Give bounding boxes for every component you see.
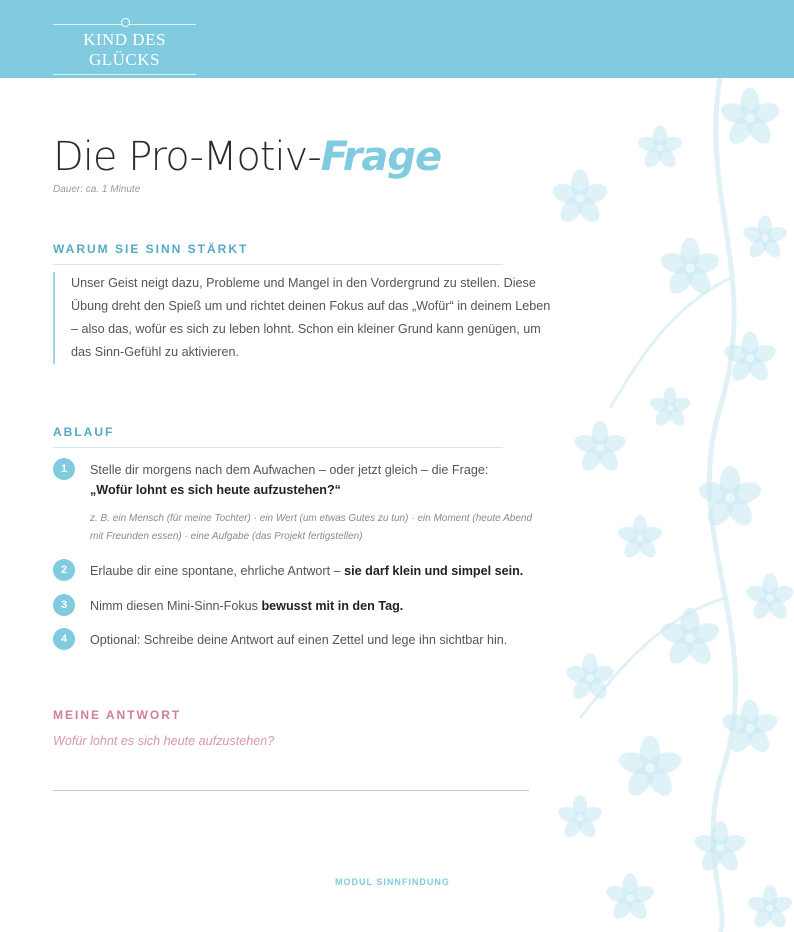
step-number-badge: 2: [53, 559, 75, 581]
step-1-question: „Wofür lohnt es sich heute aufzustehen?“: [90, 483, 341, 497]
step-1-text: Stelle dir morgens nach dem Aufwachen – oder jetzt gleich – die Frage:: [90, 463, 489, 477]
why-quote: Unser Geist neigt dazu, Probleme und Mangel in den Vordergrund zu stellen. Diese Übung dreht den Spieß um und richtet deinen Fokus auf das „Wofür“ in deinem Leben – also das, wofür es sich zu leben lohnt. Schon ein kleiner Grund kann genügen, um das Sinn-Gefühl zu aktivieren.: [53, 272, 551, 364]
floral-background-decoration: [520, 78, 794, 932]
step-3-emphasis: bewusst mit in den Tag.: [261, 599, 404, 613]
step-text: [90, 630, 540, 650]
logo-text: KIND DES GLÜCKS: [83, 30, 166, 69]
answer-heading: MEINE ANTWORT: [53, 708, 182, 722]
step-4-text: Optional: Schreibe deine Antwort auf einen Zettel und lege ihn sichtbar hin.: [90, 633, 508, 647]
step-number-badge: 1: [53, 458, 75, 480]
step-text: [90, 561, 540, 581]
title-main: Die Pro-Motiv-: [53, 134, 321, 180]
footer-module-label: MODUL SINNFINDUNG: [335, 877, 450, 887]
brand-logo: [53, 24, 196, 75]
title-accent: Frage: [320, 134, 442, 180]
logo-ring-icon: [121, 18, 130, 27]
answer-prompt: Wofür lohnt es sich heute aufzustehen?: [53, 734, 275, 748]
example-note: z. B. ein Mensch (für meine Tochter) · ein Wert (um etwas Gutes zu tun) · ein Moment (heute Abend mit Freunden essen) · eine Aufgabe (das Projekt fertigstellen): [90, 513, 533, 542]
duration-note: Dauer: ca. 1 Minute: [53, 184, 141, 195]
step-number-badge: 3: [53, 594, 75, 616]
step-3-text: Nimm diesen Mini-Sinn-Fokus: [90, 599, 262, 613]
step-2-emphasis: sie darf klein und simpel sein.: [344, 564, 524, 578]
step-text: [90, 460, 540, 500]
step-number-badge: 4: [53, 628, 75, 650]
section-heading-why: WARUM SIE SINN STÄRKT: [53, 242, 503, 265]
step-text: [90, 596, 540, 616]
answer-writing-line[interactable]: [53, 790, 529, 791]
step-2-text: Erlaube dir eine spontane, ehrliche Antwort –: [90, 564, 345, 578]
page-title: [53, 134, 441, 180]
section-heading-procedure: ABLAUF: [53, 425, 503, 448]
